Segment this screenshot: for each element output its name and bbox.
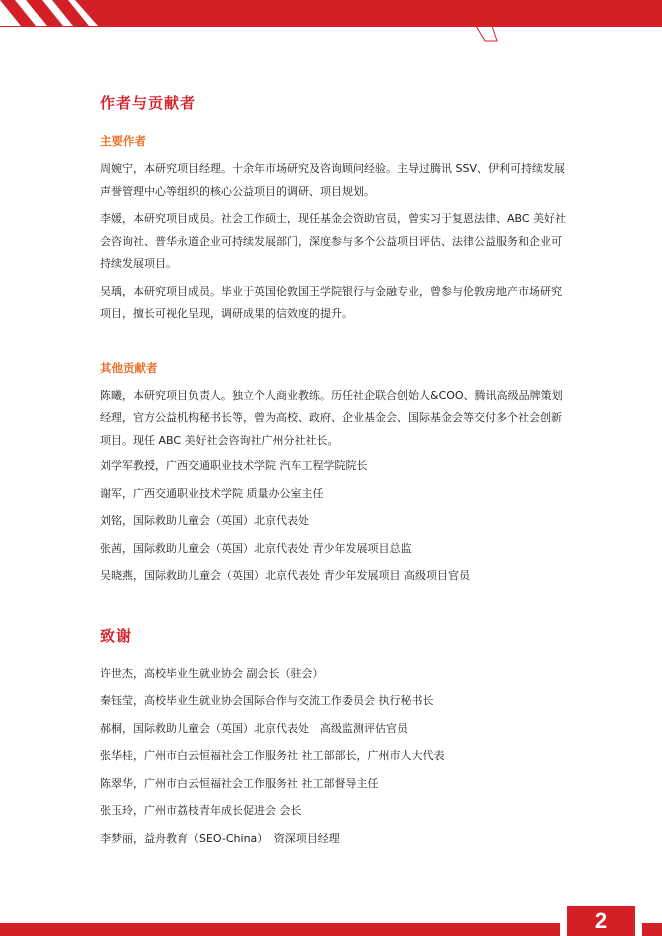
thanks-heading: 致谢 [100, 626, 133, 645]
main-author-paragraph: 李媛，本研究项目成员。社会工作硕士，现任基金会资助官员，曾实习于复恩法律、ABC 美好社会咨询社、普华永道企业可持续发展部门，深度参与多个公益项目评估、法律公益服务和企业可持续发展项目。 [100, 212, 567, 270]
contributor-lead-paragraph: 陈曦，本研究项目负责人。独立个人商业教练。历任社企联合创始人&COO、腾讯高级品牌策划经理，官方公益机构秘书长等，曾为高校、政府、企业基金会、国际基金会等交付多个社会创新项目。现任 ABC 美好社会咨询社广州分社社长。 [100, 388, 563, 447]
thanks-item: 秦钰莹，高校毕业生就业协会国际合作与交流工作委员会 执行秘书长 [100, 694, 434, 707]
contributor-item: 吴晓燕，国际救助儿童会（英国）北京代表处 青少年发展项目 高级项目官员 [100, 569, 470, 582]
main-author-paragraph: 吴瑀，本研究项目成员。毕业于英国伦敦国王学院银行与金融专业，曾参与伦敦房地产市场研究项目，擅长可视化呈现，调研成果的信效度的提升。 [100, 284, 562, 320]
thanks-item: 许世杰，高校毕业生就业协会 副会长（驻会） [100, 666, 324, 680]
header-red-bar [75, 0, 662, 26]
contributor-item: 谢军，广西交通职业技术学院 质量办公室主任 [100, 486, 324, 500]
header-tab-fold [476, 26, 497, 41]
footer-decoration [0, 898, 662, 936]
thanks-item: 郝桐，国际救助儿童会（英国）北京代表处 高级监测评估官员 [100, 721, 408, 735]
main-author-paragraph: 周婉宁，本研究项目经理。十余年市场研究及咨询顾问经验。主导过腾讯 SSV、伊利可持续发展声誉管理中心等组织的核心公益项目的调研、项目规划。 [100, 162, 565, 198]
other-contributors-heading: 其他贡献者 [100, 360, 158, 375]
header-decoration [0, 0, 662, 42]
thanks-item: 张华桂，广州市白云恒福社会工作服务社 社工部部长，广州市人大代表 [100, 749, 445, 762]
contributor-item: 张茜，国际救助儿童会（英国）北京代表处 青少年发展项目总监 [100, 541, 412, 555]
page-number: 2 [567, 906, 635, 936]
footer-gap-right [635, 920, 642, 936]
authors-heading: 作者与贡献者 [100, 94, 197, 112]
thanks-item: 陈翠华，广州市白云恒福社会工作服务社 社工部督导主任 [100, 776, 379, 790]
footer-gap-left [560, 920, 567, 936]
thanks-item: 张玉玲，广州市荔枝青年成长促进会 会长 [100, 804, 302, 817]
contributor-item: 刘学军教授，广西交通职业技术学院 汽车工程学院院长 [100, 459, 368, 472]
contributor-item: 刘铭，国际救助儿童会（英国）北京代表处 [100, 514, 309, 527]
main-authors-heading: 主要作者 [100, 134, 146, 148]
thanks-item: 李梦丽，益舟教育（SEO-China） 资深项目经理 [100, 831, 340, 845]
page-content [100, 92, 570, 857]
